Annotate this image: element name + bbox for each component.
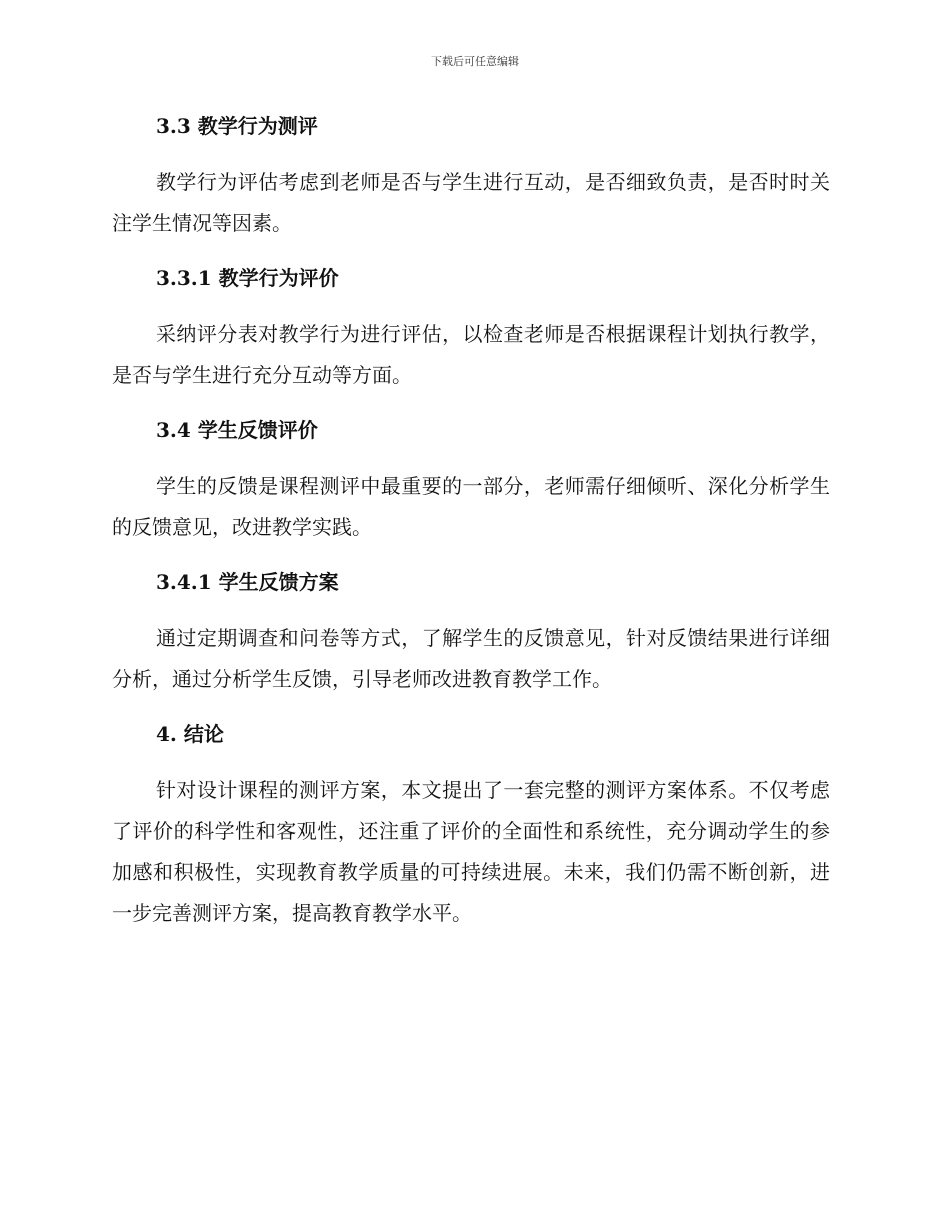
section-heading-3-4: 3.4 学生反馈评价 (156, 418, 318, 442)
section-heading-4: 4. 结论 (156, 722, 224, 746)
section-paragraph-3-4: 学生的反馈是课程测评中最重要的一部分，老师需仔细倾听、深化分析学生的反馈意见，改进教学实践。 (112, 474, 830, 539)
page-header: 下载后可任意编辑 (431, 55, 519, 68)
section-paragraph-3-3: 教学行为评估考虑到老师是否与学生进行互动，是否细致负责，是否时时关注学生情况等因素。 (112, 170, 830, 235)
section-paragraph-4: 针对设计课程的测评方案，本文提出了一套完整的测评方案体系。不仅考虑了评价的科学性和客观性，还注重了评价的全面性和系统性，充分调动学生的参加感和积极性，实现教育教学质量的可持续进展。未来，我们仍需不断创新，进一步完善测评方案，提高教育教学水平。 (112, 778, 830, 925)
section-paragraph-3-3-1: 采纳评分表对教学行为进行评估，以检查老师是否根据课程计划执行教学，是否与学生进行充分互动等方面。 (112, 322, 830, 387)
section-heading-3-3-1: 3.3.1 教学行为评价 (156, 266, 339, 290)
section-heading-3-4-1: 3.4.1 学生反馈方案 (156, 570, 339, 594)
section-heading-3-3: 3.3 教学行为测评 (156, 114, 318, 138)
document-body (112, 110, 830, 952)
section-paragraph-3-4-1: 通过定期调查和问卷等方式，了解学生的反馈意见，针对反馈结果进行详细分析，通过分析学生反馈，引导老师改进教育教学工作。 (112, 626, 830, 691)
